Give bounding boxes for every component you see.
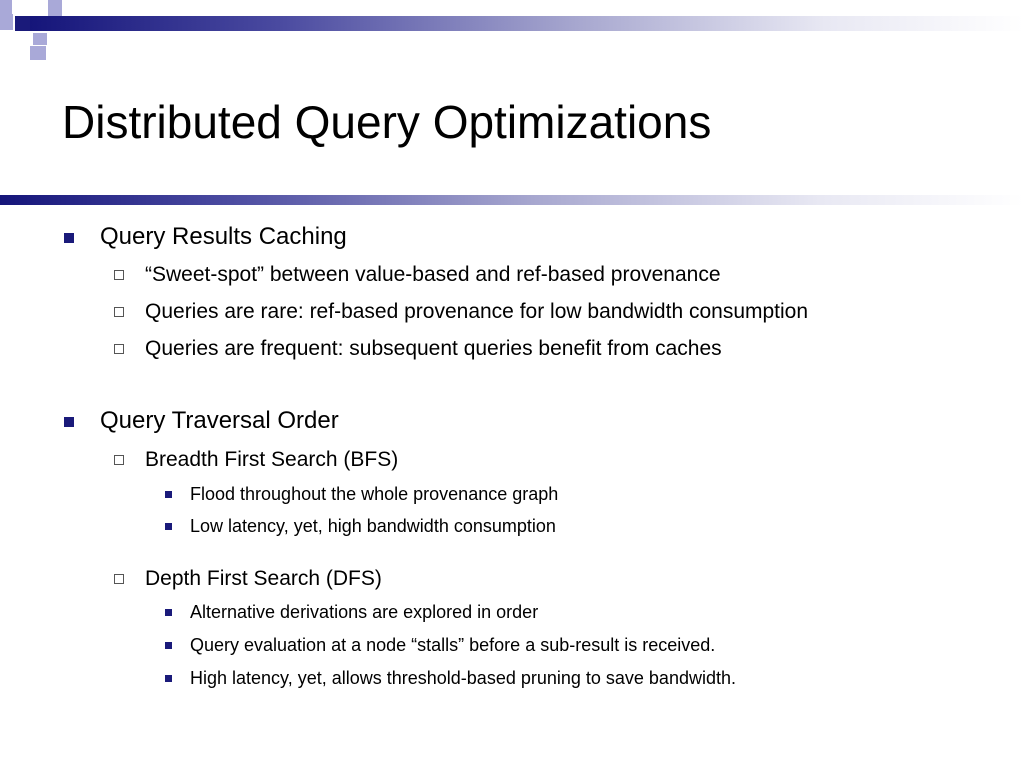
header-gradient-bar bbox=[30, 16, 1024, 31]
sub-bullet-text: “Sweet-spot” between value-based and ref-based provenance bbox=[145, 263, 721, 286]
corner-decoration-square bbox=[30, 46, 46, 60]
corner-decoration-square bbox=[15, 16, 30, 31]
sub-bullet-text: Depth First Search (DFS) bbox=[145, 567, 382, 590]
sub-bullet bbox=[145, 262, 721, 288]
square-bullet-icon bbox=[64, 233, 74, 243]
small-square-bullet-icon bbox=[165, 523, 172, 530]
sub-sub-bullet bbox=[190, 601, 538, 623]
small-square-bullet-icon bbox=[165, 609, 172, 616]
sub-bullet bbox=[145, 336, 722, 362]
sub-sub-bullet bbox=[190, 634, 715, 656]
corner-decoration-square bbox=[48, 0, 62, 16]
small-square-bullet-icon bbox=[165, 642, 172, 649]
bullet-query-traversal-order bbox=[100, 406, 339, 436]
sub-sub-bullet bbox=[190, 667, 736, 689]
sub-sub-bullet bbox=[190, 483, 558, 505]
title-underline-bar bbox=[0, 195, 1024, 205]
sub-sub-bullet bbox=[190, 515, 556, 537]
sub-bullet-dfs bbox=[145, 566, 382, 592]
corner-decoration-square bbox=[0, 0, 12, 14]
sub-bullet-text: Breadth First Search (BFS) bbox=[145, 448, 399, 471]
sub-sub-bullet-text: High latency, yet, allows threshold-based pruning to save bandwidth. bbox=[190, 668, 736, 688]
sub-sub-bullet-text: Flood throughout the whole provenance graph bbox=[190, 484, 559, 504]
sub-bullet bbox=[145, 299, 808, 325]
corner-decoration-square bbox=[33, 33, 47, 45]
sub-bullet-text: Queries are rare: ref-based provenance for low bandwidth consumption bbox=[145, 300, 809, 323]
bullet-text: Query Results Caching bbox=[100, 223, 347, 250]
bullet-text: Query Traversal Order bbox=[100, 407, 339, 434]
hollow-square-bullet-icon bbox=[114, 574, 124, 584]
slide-title: Distributed Query Optimizations bbox=[62, 96, 712, 148]
hollow-square-bullet-icon bbox=[114, 344, 124, 354]
small-square-bullet-icon bbox=[165, 675, 172, 682]
sub-bullet-bfs bbox=[145, 447, 398, 473]
sub-sub-bullet-text: Query evaluation at a node “stalls” before a sub-result is received. bbox=[190, 635, 716, 655]
corner-decoration-square bbox=[0, 14, 13, 30]
bullet-query-results-caching bbox=[100, 222, 347, 252]
hollow-square-bullet-icon bbox=[114, 307, 124, 317]
sub-sub-bullet-text: Alternative derivations are explored in order bbox=[190, 602, 539, 622]
hollow-square-bullet-icon bbox=[114, 455, 124, 465]
sub-sub-bullet-text: Low latency, yet, high bandwidth consumption bbox=[190, 516, 556, 536]
sub-bullet-text: Queries are frequent: subsequent queries benefit from caches bbox=[145, 337, 722, 360]
hollow-square-bullet-icon bbox=[114, 270, 124, 280]
square-bullet-icon bbox=[64, 417, 74, 427]
small-square-bullet-icon bbox=[165, 491, 172, 498]
